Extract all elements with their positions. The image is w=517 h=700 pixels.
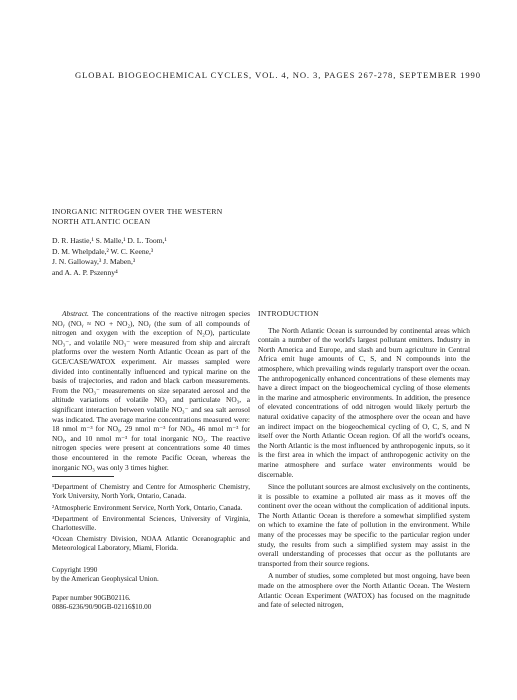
author-line: D. R. Hastie,¹ S. Malle,¹ D. L. Toom,¹ [52, 236, 167, 245]
copyright-line: Copyright 1990 [52, 565, 98, 574]
footnote: ¹Department of Chemistry and Centre for Atmospheric Chemistry, York University, North York, Ontario, Canada. [52, 483, 250, 501]
abstract-text: The concentrations of the reactive nitrogen species NOᵧ (NOᵧ ≈ NO + NO₂), NOᵧ (the sum of all compounds of nitrogen and oxygen with the exception of N₂O), particulate NO₃⁻, and volatile NO₃⁻ were measured from ship and aircraft platforms over the western North Atlantic Ocean as part of the GCE/CASE/WATOX experiment. Air masses sampled were divided into continentally influenced and typical marine on the basis of trajectories, and radon and black carbon measurements. From the NO₃⁻ measurements on size separated aerosol and the altitude variations of volatile NO₃ and particulate NO₃, a significant interaction between volatile NO₃⁻ and sea salt aerosol was indicated. The average marine concentrations measured were: 18 nmol m⁻³ for NOᵧ, 29 nmol m⁻³ for NOₓ, 46 nmol m⁻³ for NOᵧ, and 10 nmol m⁻³ for total inorganic NO₃. The reactive nitrogen species were present at concentrations some 40 times those encountered in the remote Pacific Ocean, whereas the inorganic NO₃ was only 3 times higher. [52, 309, 250, 472]
paper-info [52, 594, 250, 612]
title-line: NORTH ATLANTIC OCEAN [52, 217, 151, 226]
footnotes [52, 483, 250, 553]
right-column [258, 309, 470, 613]
abstract [52, 309, 250, 472]
footnote: ⁴Ocean Chemistry Division, NOAA Atlantic Oceanographic and Meteorological Laboratory, Miami, Florida. [52, 535, 250, 553]
issn-code: 0886-6236/90/90GB-02116$10.00 [52, 603, 152, 612]
footnote-divider [52, 476, 114, 477]
copyright-notice [52, 566, 250, 584]
paper-number: Paper number 90GB02116. [52, 593, 131, 602]
left-column [52, 309, 250, 612]
author-line: and A. A. P. Pszenny⁴ [52, 267, 118, 277]
author-line: J. N. Galloway,³ J. Maben,³ [52, 257, 136, 267]
abstract-label: Abstract. [62, 309, 89, 318]
copyright-line: by the American Geophysical Union. [52, 574, 159, 583]
running-head: GLOBAL BIOGEOCHEMICAL CYCLES, VOL. 4, NO. 3, PAGES 267-278, SEPTEMBER 1990 [75, 70, 481, 80]
footnote: ³Department of Environmental Sciences, University of Virginia, Charlottesville. [52, 514, 250, 532]
author-list [52, 236, 292, 278]
intro-paragraph: Since the pollutant sources are almost exclusively on the continents, it is possible to examine a polluted air mass as it moves off the continent over the ocean without the complication of additional inputs. The North Atlantic Ocean is therefore a somewhat simplified system on which to examine the fate of pollution in the environment. While many of the processes may be specific to the particular region under study, the results from such a simplified system may assist in the overall understanding of processes that occur as the pollutants are transported from their source regions. [258, 482, 470, 568]
intro-paragraph: The North Atlantic Ocean is surrounded by continental areas which contain a number of the world's largest pollutant emitters. Industry in North America and Europe, and slash and burn agriculture in Central Africa emit huge amounts of C, S, and N compounds into the atmosphere, which prevailing winds regularly transport over the ocean. The anthropogenically enhanced concentrations of these elements may have a direct impact on the biogeochemical cycling of those elements in the marine and atmospheric environments. In addition, the presence of elevated concentrations of odd nitrogen would likely perturb the natural oxidative capacity of the atmosphere over the ocean and have an indirect impact on the biogeochemical cycling of O, C, S, and N itself over the North Atlantic Ocean region. Of all the world's oceans, the North Atlantic is the most influenced by anthropogenic inputs, so it is the first area in which the impact of anthropogenic activity on the marine atmosphere and surface water environments would be discernable. [258, 325, 470, 479]
footnote: ²Atmospheric Environment Service, North York, Ontario, Canada. [52, 503, 243, 512]
article-title [52, 207, 292, 227]
section-heading-introduction: INTRODUCTION [258, 309, 319, 318]
author-line: D. M. Whelpdale,² W. C. Keene,³ [52, 246, 154, 256]
intro-paragraph: A number of studies, some completed but most ongoing, have been made on the atmosphere over the North Atlantic Ocean. The Western Atlantic Ocean Experiment (WATOX) has focused on the magnitude and fate of selected nitrogen, [258, 571, 470, 610]
title-line: INORGANIC NITROGEN OVER THE WESTERN [52, 207, 223, 216]
